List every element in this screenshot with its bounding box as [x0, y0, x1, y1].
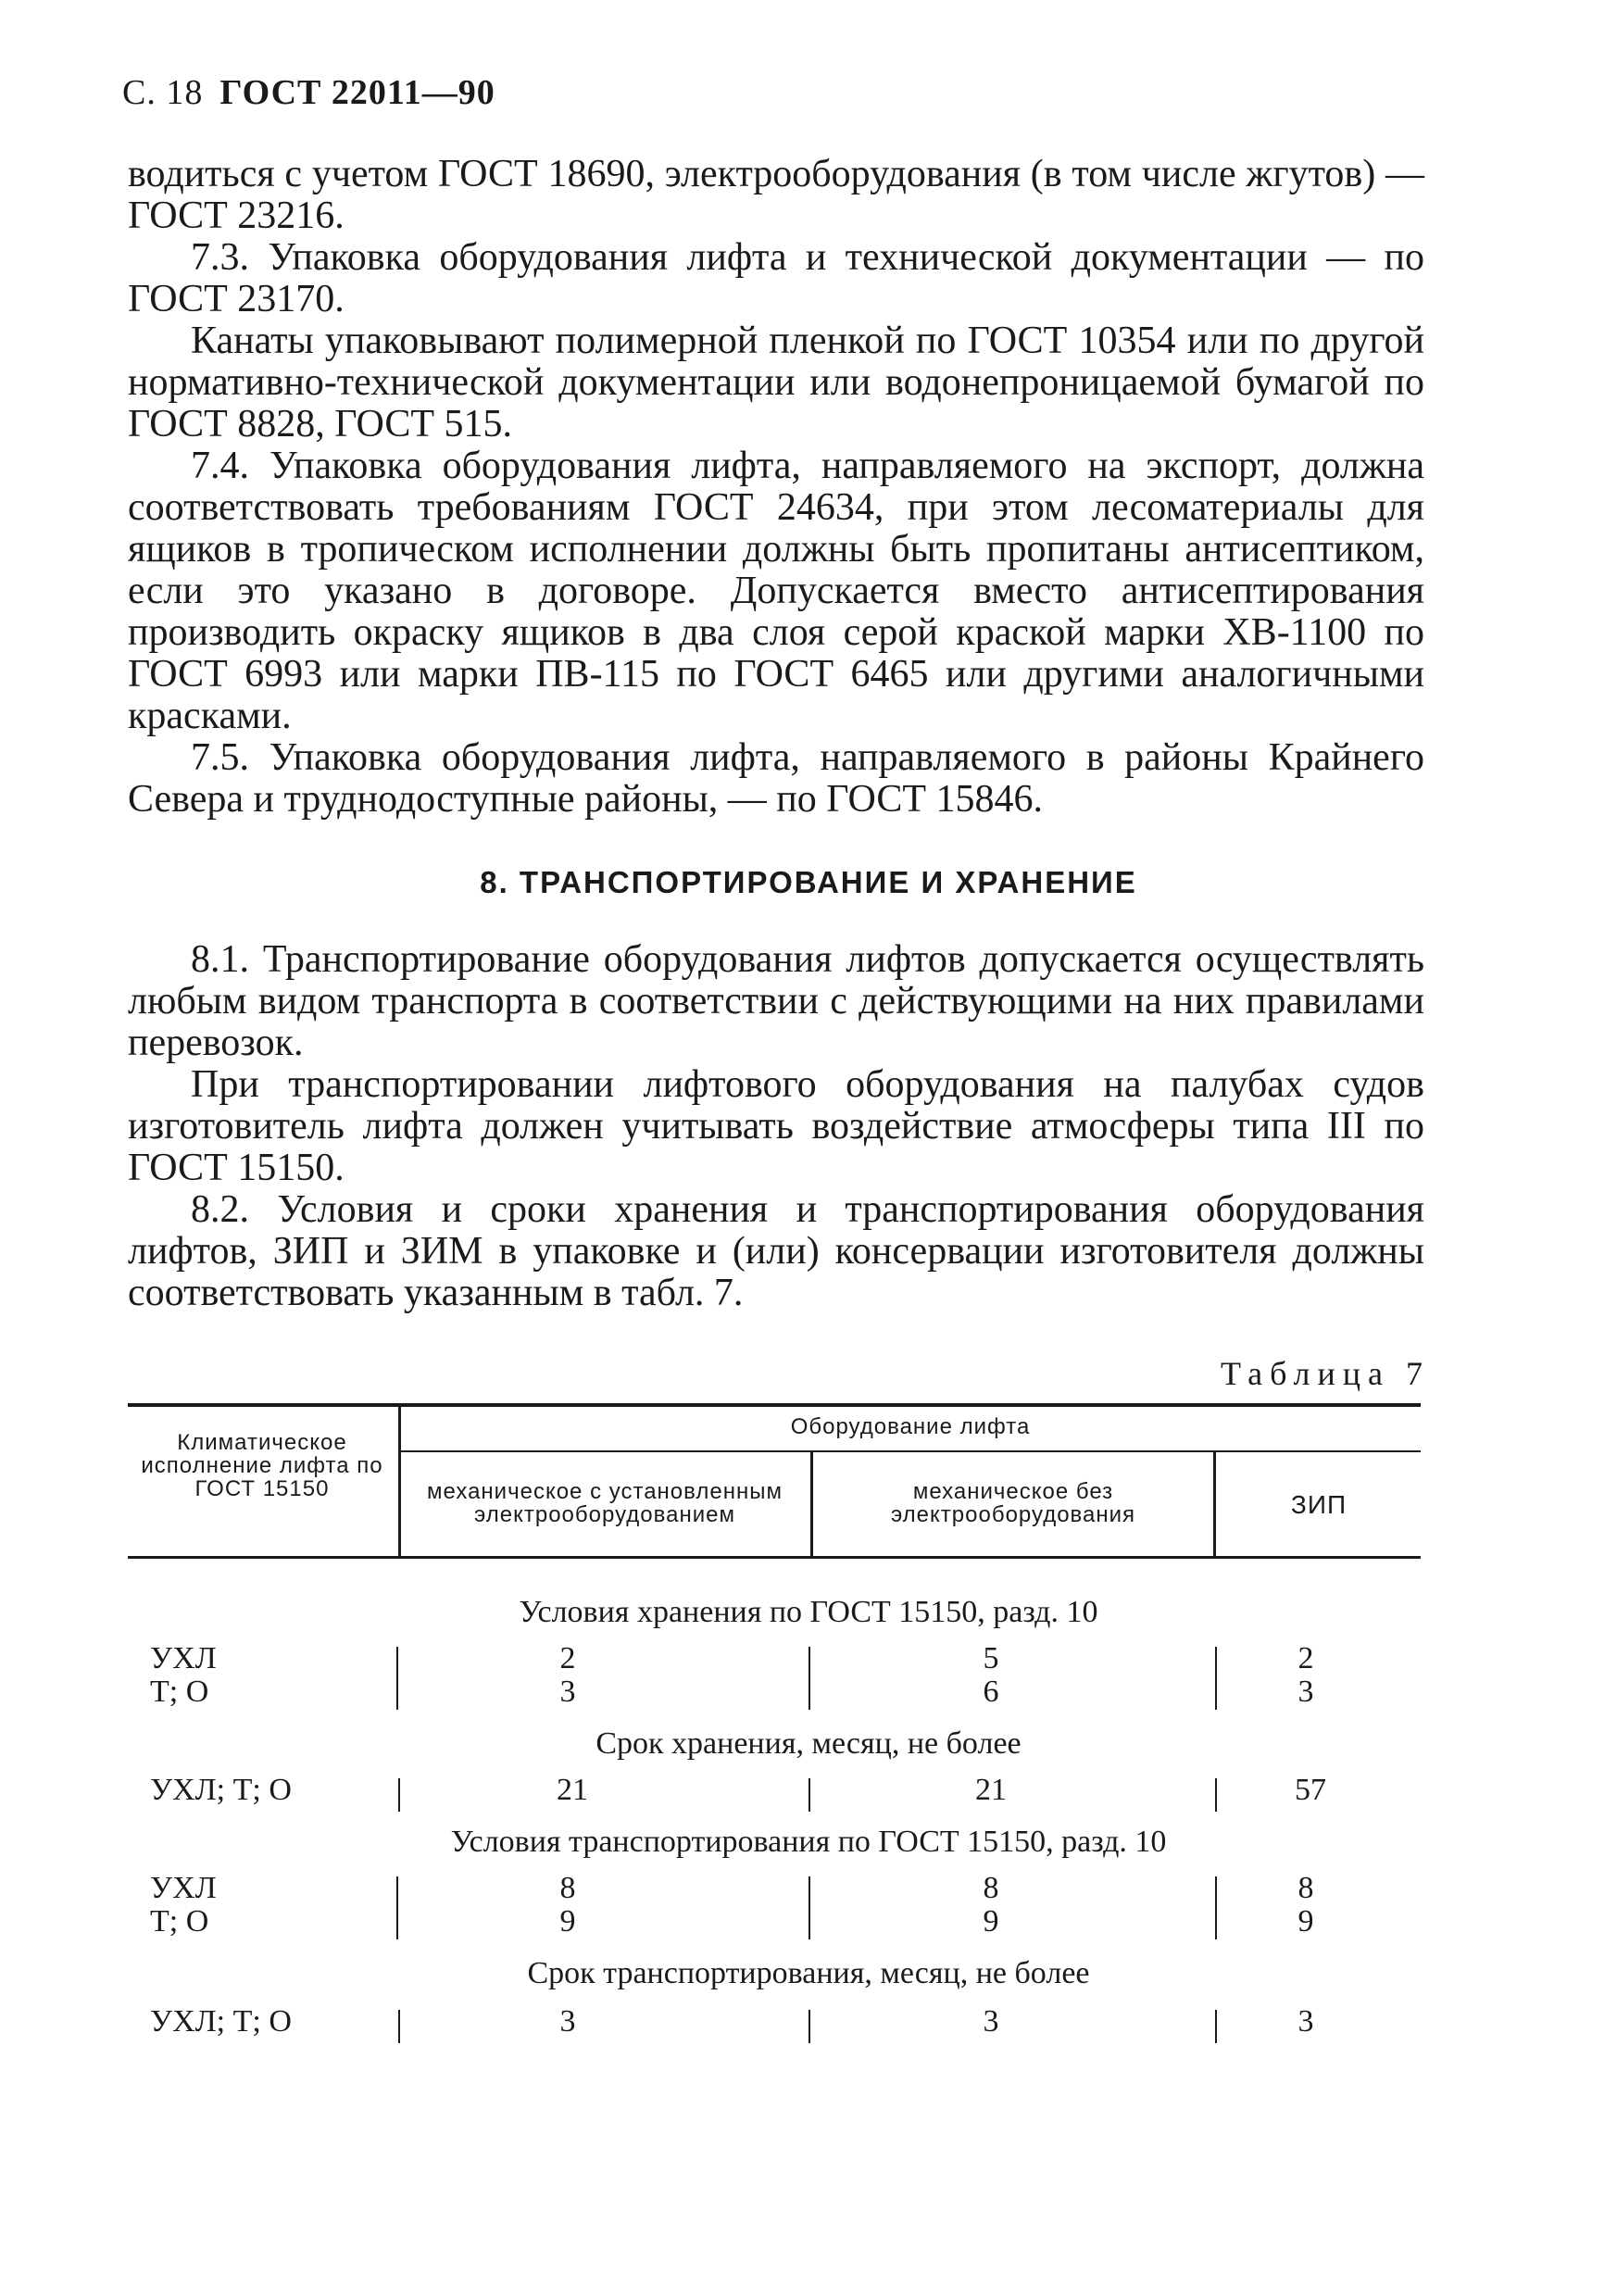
row-divider: [396, 1647, 398, 1710]
page-header: [122, 72, 495, 113]
cell-climate: Т; О: [150, 1675, 209, 1709]
paragraph-7-5: 7.5. Упаковка оборудования лифта, направляемого в районы Крайнего Севера и труднодоступные районы, — по ГОСТ 15846.: [128, 736, 1424, 821]
row-divider: [1215, 1876, 1217, 1939]
standard-number: ГОСТ 22011—90: [219, 73, 495, 112]
cell-climate: УХЛ; Т; О: [150, 2004, 292, 2039]
cell-value: 21: [557, 1773, 588, 1807]
cell-value: 3: [1297, 1675, 1314, 1709]
section-8-text-block: [128, 939, 1424, 1314]
row-divider: [808, 2010, 810, 2043]
cell-value: 21: [975, 1773, 1007, 1807]
cell-value: 2: [1297, 1641, 1314, 1675]
section-title-transport-conditions: Условия транспортирования по ГОСТ 15150, разд. 10: [450, 1825, 1167, 1859]
row-divider: [808, 1647, 810, 1710]
section-8-title: 8. ТРАНСПОРТИРОВАНИЕ И ХРАНЕНИЕ: [480, 865, 1137, 899]
cell-value: 8: [1297, 1871, 1314, 1905]
row-divider: [396, 1876, 398, 1939]
cell-value: 9: [1297, 1904, 1314, 1938]
row-divider: [1215, 1647, 1217, 1710]
col-header-mechanical-without: механическое без электрооборудования: [890, 1479, 1136, 1527]
section-title-storage-term: Срок хранения, месяц, не более: [595, 1726, 1022, 1761]
cell-value: 8: [559, 1871, 576, 1905]
cell-climate: УХЛ: [150, 1641, 217, 1675]
col-header-zip: ЗИП: [1290, 1490, 1348, 1519]
col-header-climate: Климатическое исполнение лифта по ГОСТ 15150: [141, 1430, 383, 1501]
cell-value: 5: [983, 1641, 999, 1675]
paragraph-7-4: 7.4. Упаковка оборудования лифта, направляемого на экспорт, должна соответствовать требованиям ГОСТ 24634, при этом лесоматериалы для ящиков в тропическом исполнении должны быть пропитаны антисептиком, если это указано в договоре. Допускается вместо антисептирования производить окраску ящиков в два слоя серой краской марки ХВ-1100 по ГОСТ 6993 или марки ПВ-115 по ГОСТ 6465 или другими аналогичными красками.: [128, 445, 1424, 737]
cell-climate: УХЛ; Т; О: [150, 1773, 292, 1807]
table-label: Таблица 7: [1221, 1355, 1430, 1392]
cell-climate: УХЛ: [150, 1871, 217, 1905]
section-title-transport-term: Срок транспортирования, месяц, не более: [527, 1956, 1090, 1990]
cell-value: 9: [983, 1904, 999, 1938]
top-text-block: [128, 154, 1424, 821]
col-group-header-equipment: Оборудование лифта: [790, 1414, 1031, 1439]
row-divider: [398, 2010, 400, 2043]
cell-value: 3: [983, 2004, 999, 2039]
paragraph-ropes: Канаты упаковывают полимерной пленкой по ГОСТ 10354 или по другой нормативно-технической документации или водонепроницаемой бумагой по ГОСТ 8828, ГОСТ 515.: [128, 320, 1424, 445]
paragraph-deck-transport: При транспортировании лифтового оборудования на палубах судов изготовитель лифта должен учитывать воздействие атмосферы типа III по ГОСТ 15150.: [128, 1063, 1424, 1189]
table-header-divider-2: [810, 1452, 813, 1556]
cell-value: 3: [559, 1675, 576, 1709]
cell-value: 3: [559, 2004, 576, 2039]
table-header-divider-3: [1213, 1452, 1216, 1556]
paragraph-8-2: 8.2. Условия и сроки хранения и транспортирования оборудования лифтов, ЗИП и ЗИМ в упаковке и (или) консервации изготовителя должны соответствовать указанным в табл. 7.: [128, 1188, 1424, 1314]
row-divider: [398, 1778, 400, 1812]
col-header-mechanical-with: механическое с установленным электрооборудованием: [427, 1479, 783, 1527]
cell-value: 8: [983, 1871, 999, 1905]
row-divider: [1215, 1778, 1217, 1812]
row-divider: [808, 1876, 810, 1939]
cell-value: 9: [559, 1904, 576, 1938]
cell-climate: Т; О: [150, 1904, 209, 1938]
cell-value: 2: [559, 1641, 576, 1675]
table-top-rule: [128, 1403, 1421, 1407]
page-number: С. 18: [122, 73, 204, 112]
table-group-rule: [400, 1450, 1421, 1452]
paragraph-7-3: 7.3. Упаковка оборудования лифта и технической документации — по ГОСТ 23170.: [128, 236, 1424, 320]
row-divider: [808, 1778, 810, 1812]
paragraph-8-1: 8.1. Транспортирование оборудования лифтов допускается осуществлять любым видом транспорта в соответствии с действующими на них правилами перевозок.: [128, 938, 1424, 1064]
row-divider: [1215, 2010, 1217, 2043]
cell-value: 3: [1297, 2004, 1314, 2039]
cell-value: 57: [1295, 1773, 1326, 1807]
section-title-storage-conditions: Условия хранения по ГОСТ 15150, разд. 10: [519, 1595, 1098, 1629]
table-header-bottom-rule: [128, 1556, 1421, 1559]
paragraph-continuation: водиться с учетом ГОСТ 18690, электрооборудования (в том числе жгутов) — ГОСТ 23216.: [128, 153, 1424, 237]
cell-value: 6: [983, 1675, 999, 1709]
